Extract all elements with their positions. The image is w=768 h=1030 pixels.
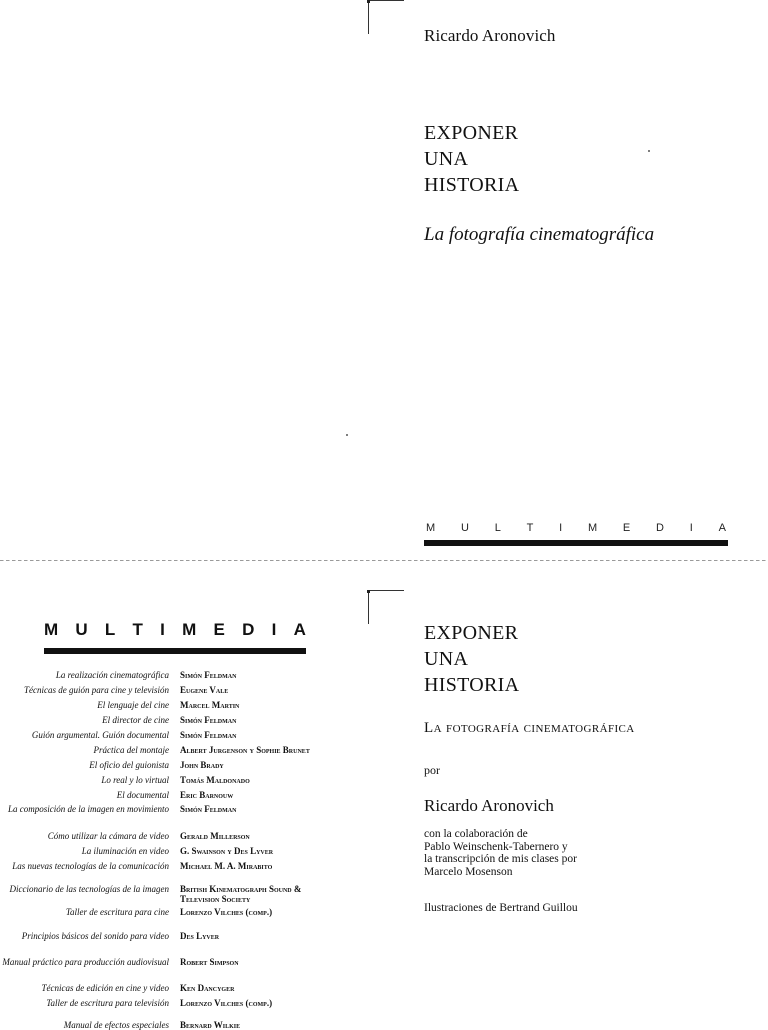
catalog-title: La realización cinematográfica bbox=[55, 670, 169, 680]
series-letter: E bbox=[213, 620, 225, 639]
book-subtitle: La fotografía cinematográfica bbox=[424, 224, 655, 245]
catalog-title: Principios básicos del sonido para video bbox=[21, 931, 169, 941]
series-name bbox=[424, 522, 728, 534]
catalog-author: John Brady bbox=[180, 760, 224, 770]
series-rule bbox=[424, 540, 728, 546]
book-title bbox=[424, 120, 519, 198]
catalog-author: Robert Simpson bbox=[180, 957, 239, 967]
series-letter: M bbox=[44, 620, 59, 639]
series-letter: A bbox=[293, 620, 306, 639]
catalog-author: British Kinematograph Sound & Television Society bbox=[180, 884, 302, 904]
credit-line: la transcripción de mis clases por bbox=[424, 853, 577, 865]
series-letter: D bbox=[242, 620, 255, 639]
title-page-spread bbox=[0, 562, 768, 1030]
catalog-title: Técnicas de guión para cine y televisión bbox=[24, 685, 169, 695]
series-name bbox=[44, 620, 306, 640]
series-letter: A bbox=[718, 522, 726, 534]
book-subtitle: La fotografía cinematográfica bbox=[424, 720, 635, 736]
catalog-author: Lorenzo Vilches (comp.) bbox=[180, 998, 273, 1008]
series-letter: I bbox=[559, 522, 563, 534]
series-letter: D bbox=[656, 522, 664, 534]
title-line: UNA bbox=[424, 148, 469, 170]
catalog-title: La iluminación en video bbox=[81, 846, 169, 856]
collaboration-credits bbox=[424, 828, 577, 878]
catalog-author: Tomás Maldonado bbox=[180, 775, 250, 785]
title-line: EXPONER bbox=[424, 122, 519, 144]
catalog-author: Simón Feldman bbox=[180, 730, 237, 740]
scan-speck bbox=[648, 150, 650, 152]
catalog-author: Gerald Millerson bbox=[180, 831, 250, 841]
catalog-author: G. Swainson y Des Lyver bbox=[180, 846, 274, 856]
page-separator bbox=[0, 560, 768, 561]
catalog-title: El lenguaje del cine bbox=[97, 700, 169, 710]
catalog-author: Lorenzo Vilches (comp.) bbox=[180, 907, 273, 917]
catalog-title: El director de cine bbox=[102, 715, 169, 725]
book-title bbox=[424, 620, 519, 698]
scan-speck bbox=[346, 434, 348, 436]
catalog-title: Guión argumental. Guión documental bbox=[31, 730, 169, 740]
series-letter: I bbox=[160, 620, 165, 639]
catalog-author: Bernard Wilkie bbox=[180, 1020, 241, 1030]
catalog-author: Des Lyver bbox=[180, 931, 220, 941]
catalog-title: Práctica del montaje bbox=[93, 745, 169, 755]
catalog-title: El oficio del guionista bbox=[89, 760, 169, 770]
catalog-author: Albert Jurgenson y Sophie Brunet bbox=[180, 745, 310, 755]
by-label: por bbox=[424, 763, 440, 777]
series-letter: E bbox=[622, 522, 631, 534]
title-line: HISTORIA bbox=[424, 174, 520, 196]
catalog-title: Manual práctico para producción audiovisual bbox=[2, 957, 169, 967]
catalog-title: Cómo utilizar la cámara de video bbox=[47, 831, 169, 841]
series-letter: U bbox=[460, 522, 469, 534]
series-letter: T bbox=[526, 522, 534, 534]
catalog-author: Simón Feldman bbox=[180, 670, 237, 680]
credit-line: con la colaboración de bbox=[424, 828, 528, 840]
author-name: Ricardo Aronovich bbox=[424, 26, 556, 45]
title-line: EXPONER bbox=[424, 622, 519, 644]
catalog-title: Técnicas de edición en cine y video bbox=[41, 983, 169, 993]
series-letter: T bbox=[132, 620, 143, 639]
series-letter: L bbox=[104, 620, 116, 639]
title-line: UNA bbox=[424, 648, 469, 670]
catalog-title: Diccionario de las tecnologías de la imagen bbox=[9, 884, 169, 894]
catalog-title: Lo real y lo virtual bbox=[101, 775, 169, 785]
catalog-author: Marcel Martin bbox=[180, 700, 240, 710]
series-letter: U bbox=[75, 620, 88, 639]
catalog-author: Ken Dancyger bbox=[180, 983, 235, 993]
author-name: Ricardo Aronovich bbox=[424, 796, 554, 815]
series-rule bbox=[44, 648, 306, 654]
credit-line: Marcelo Mosenson bbox=[424, 865, 513, 878]
catalog-author: Simón Feldman bbox=[180, 804, 237, 814]
catalog-title: Taller de escritura para cine bbox=[65, 907, 169, 917]
catalog-title: Taller de escritura para televisión bbox=[46, 998, 169, 1008]
catalog-author: Eric Barnouw bbox=[180, 790, 234, 800]
illustrations-credit: Ilustraciones de Bertrand Guillou bbox=[424, 902, 578, 914]
catalog-author: Michael M. A. Mirabito bbox=[180, 861, 273, 871]
series-letter: M bbox=[182, 620, 197, 639]
series-letter: M bbox=[426, 522, 436, 534]
catalog-title: Las nuevas tecnologías de la comunicación bbox=[12, 861, 169, 871]
series-letter: M bbox=[587, 522, 598, 534]
catalog-title: Manual de efectos especiales bbox=[63, 1020, 169, 1030]
catalog-author: Eugene Vale bbox=[180, 685, 229, 695]
series-letter: I bbox=[689, 522, 693, 534]
series-header bbox=[44, 620, 306, 654]
series-band bbox=[424, 522, 728, 546]
series-letter: I bbox=[271, 620, 277, 639]
series-letter: L bbox=[494, 522, 501, 534]
credit-line: Pablo Weinschenk-Tabernero y bbox=[424, 840, 568, 853]
catalog-title: El documental bbox=[116, 790, 169, 800]
catalog-author: Simón Feldman bbox=[180, 715, 237, 725]
title-line: HISTORIA bbox=[424, 674, 520, 696]
catalog-title: La composición de la imagen en movimiento bbox=[8, 804, 169, 814]
